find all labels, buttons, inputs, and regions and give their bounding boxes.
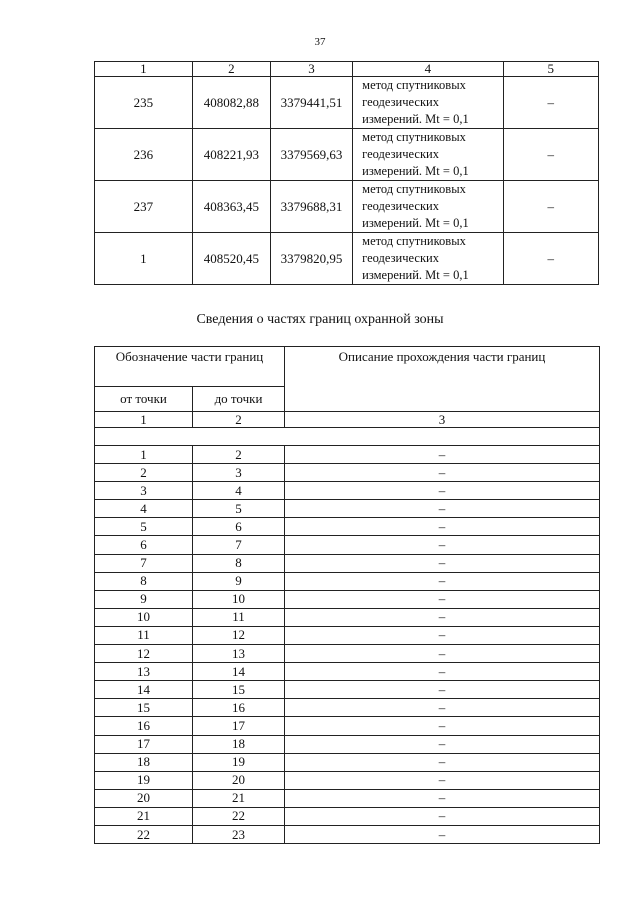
method-line: геодезических [362, 147, 439, 161]
to-point: 14 [193, 663, 285, 681]
table-row [95, 482, 600, 500]
method-line: метод спутниковых [362, 234, 466, 248]
part-description: – [285, 645, 600, 663]
method-line: метод спутниковых [362, 130, 466, 144]
description-header: Описание прохождения части границ [285, 347, 600, 412]
method-line: геодезических [362, 95, 439, 109]
to-point: 21 [193, 789, 285, 807]
from-point: 3 [95, 482, 193, 500]
note-cell: – [503, 77, 598, 129]
from-point: 5 [95, 518, 193, 536]
to-point: 7 [193, 536, 285, 554]
table-row [95, 500, 600, 518]
part-description: – [285, 482, 600, 500]
part-description: – [285, 500, 600, 518]
from-point: 18 [95, 753, 193, 771]
from-point: 1 [95, 446, 193, 464]
part-description: – [285, 626, 600, 644]
from-point-header: от точки [95, 387, 193, 412]
part-description: – [285, 771, 600, 789]
table-row [95, 735, 600, 753]
table-row [95, 699, 600, 717]
coordinates-table [94, 61, 599, 285]
table-row [95, 626, 600, 644]
method-line: метод спутниковых [362, 78, 466, 92]
column-number-5: 5 [503, 62, 598, 77]
from-point: 8 [95, 572, 193, 590]
x-coordinate: 408082,88 [192, 77, 270, 129]
part-description: – [285, 608, 600, 626]
part-designation-header: Обозначение части границ [95, 347, 285, 387]
method-description [353, 77, 503, 129]
from-point: 14 [95, 681, 193, 699]
from-point: 6 [95, 536, 193, 554]
table-row [95, 464, 600, 482]
part-description: – [285, 789, 600, 807]
method-line: геодезических [362, 251, 439, 265]
part-description: – [285, 572, 600, 590]
table-row [95, 572, 600, 590]
column-number-2: 2 [193, 412, 285, 428]
method-line: метод спутниковых [362, 182, 466, 196]
part-description: – [285, 825, 600, 843]
method-description [353, 129, 503, 181]
to-point: 8 [193, 554, 285, 572]
y-coordinate: 3379688,31 [270, 181, 352, 233]
part-description: – [285, 807, 600, 825]
method-line: измерений. Mt = 0,1 [362, 268, 469, 282]
to-point: 15 [193, 681, 285, 699]
table-row [95, 789, 600, 807]
part-description: – [285, 717, 600, 735]
to-point: 19 [193, 753, 285, 771]
from-point: 10 [95, 608, 193, 626]
part-description: – [285, 446, 600, 464]
note-cell: – [503, 129, 598, 181]
to-point: 10 [193, 590, 285, 608]
to-point: 23 [193, 825, 285, 843]
from-point: 19 [95, 771, 193, 789]
method-description [353, 181, 503, 233]
boundary-parts-table [94, 346, 600, 844]
point-number: 237 [95, 181, 193, 233]
coordinates-table-header [95, 62, 599, 77]
to-point: 18 [193, 735, 285, 753]
column-number-3: 3 [285, 412, 600, 428]
from-point: 16 [95, 717, 193, 735]
from-point: 20 [95, 789, 193, 807]
table-row [95, 446, 600, 464]
part-description: – [285, 753, 600, 771]
column-number-2: 2 [192, 62, 270, 77]
from-point: 7 [95, 554, 193, 572]
from-point: 15 [95, 699, 193, 717]
to-point: 13 [193, 645, 285, 663]
table-row [95, 233, 599, 285]
to-point: 20 [193, 771, 285, 789]
note-cell: – [503, 233, 598, 285]
from-point: 22 [95, 825, 193, 843]
from-point: 2 [95, 464, 193, 482]
x-coordinate: 408363,45 [192, 181, 270, 233]
to-point: 5 [193, 500, 285, 518]
to-point: 17 [193, 717, 285, 735]
part-description: – [285, 663, 600, 681]
table-row [95, 518, 600, 536]
x-coordinate: 408221,93 [192, 129, 270, 181]
y-coordinate: 3379441,51 [270, 77, 352, 129]
column-number-3: 3 [270, 62, 352, 77]
part-description: – [285, 735, 600, 753]
page-number: 37 [314, 36, 326, 48]
part-description: – [285, 536, 600, 554]
table-row [95, 129, 599, 181]
part-description: – [285, 681, 600, 699]
to-point: 4 [193, 482, 285, 500]
to-point: 2 [193, 446, 285, 464]
to-point-header: до точки [193, 387, 285, 412]
y-coordinate: 3379569,63 [270, 129, 352, 181]
table-row [95, 554, 600, 572]
note-cell: – [503, 181, 598, 233]
part-description: – [285, 590, 600, 608]
from-point: 12 [95, 645, 193, 663]
to-point: 16 [193, 699, 285, 717]
x-coordinate: 408520,45 [192, 233, 270, 285]
column-number-4: 4 [353, 62, 503, 77]
table-row [95, 681, 600, 699]
part-description: – [285, 699, 600, 717]
method-line: геодезических [362, 199, 439, 213]
table-row [95, 771, 600, 789]
y-coordinate: 3379820,95 [270, 233, 352, 285]
point-number: 1 [95, 233, 193, 285]
part-description: – [285, 518, 600, 536]
point-number: 236 [95, 129, 193, 181]
to-point: 9 [193, 572, 285, 590]
to-point: 6 [193, 518, 285, 536]
from-point: 4 [95, 500, 193, 518]
table-row [95, 181, 599, 233]
to-point: 12 [193, 626, 285, 644]
blank-cell [95, 428, 600, 446]
to-point: 22 [193, 807, 285, 825]
to-point: 3 [193, 464, 285, 482]
table-row [95, 717, 600, 735]
method-description [353, 233, 503, 285]
table-row [95, 663, 600, 681]
part-description: – [285, 464, 600, 482]
method-line: измерений. Mt = 0,1 [362, 216, 469, 230]
table-row [95, 536, 600, 554]
table-row [95, 807, 600, 825]
column-number-1: 1 [95, 62, 193, 77]
table-row [95, 608, 600, 626]
from-point: 13 [95, 663, 193, 681]
table-row [95, 825, 600, 843]
table-row [95, 77, 599, 129]
section-title: Сведения о частях границ охранной зоны [196, 312, 444, 327]
table-row [95, 590, 600, 608]
to-point: 11 [193, 608, 285, 626]
from-point: 21 [95, 807, 193, 825]
blank-row [95, 428, 600, 446]
method-line: измерений. Mt = 0,1 [362, 112, 469, 126]
table-row [95, 753, 600, 771]
from-point: 9 [95, 590, 193, 608]
point-number: 235 [95, 77, 193, 129]
table-row [95, 645, 600, 663]
column-number-1: 1 [95, 412, 193, 428]
method-line: измерений. Mt = 0,1 [362, 164, 469, 178]
from-point: 17 [95, 735, 193, 753]
from-point: 11 [95, 626, 193, 644]
part-description: – [285, 554, 600, 572]
